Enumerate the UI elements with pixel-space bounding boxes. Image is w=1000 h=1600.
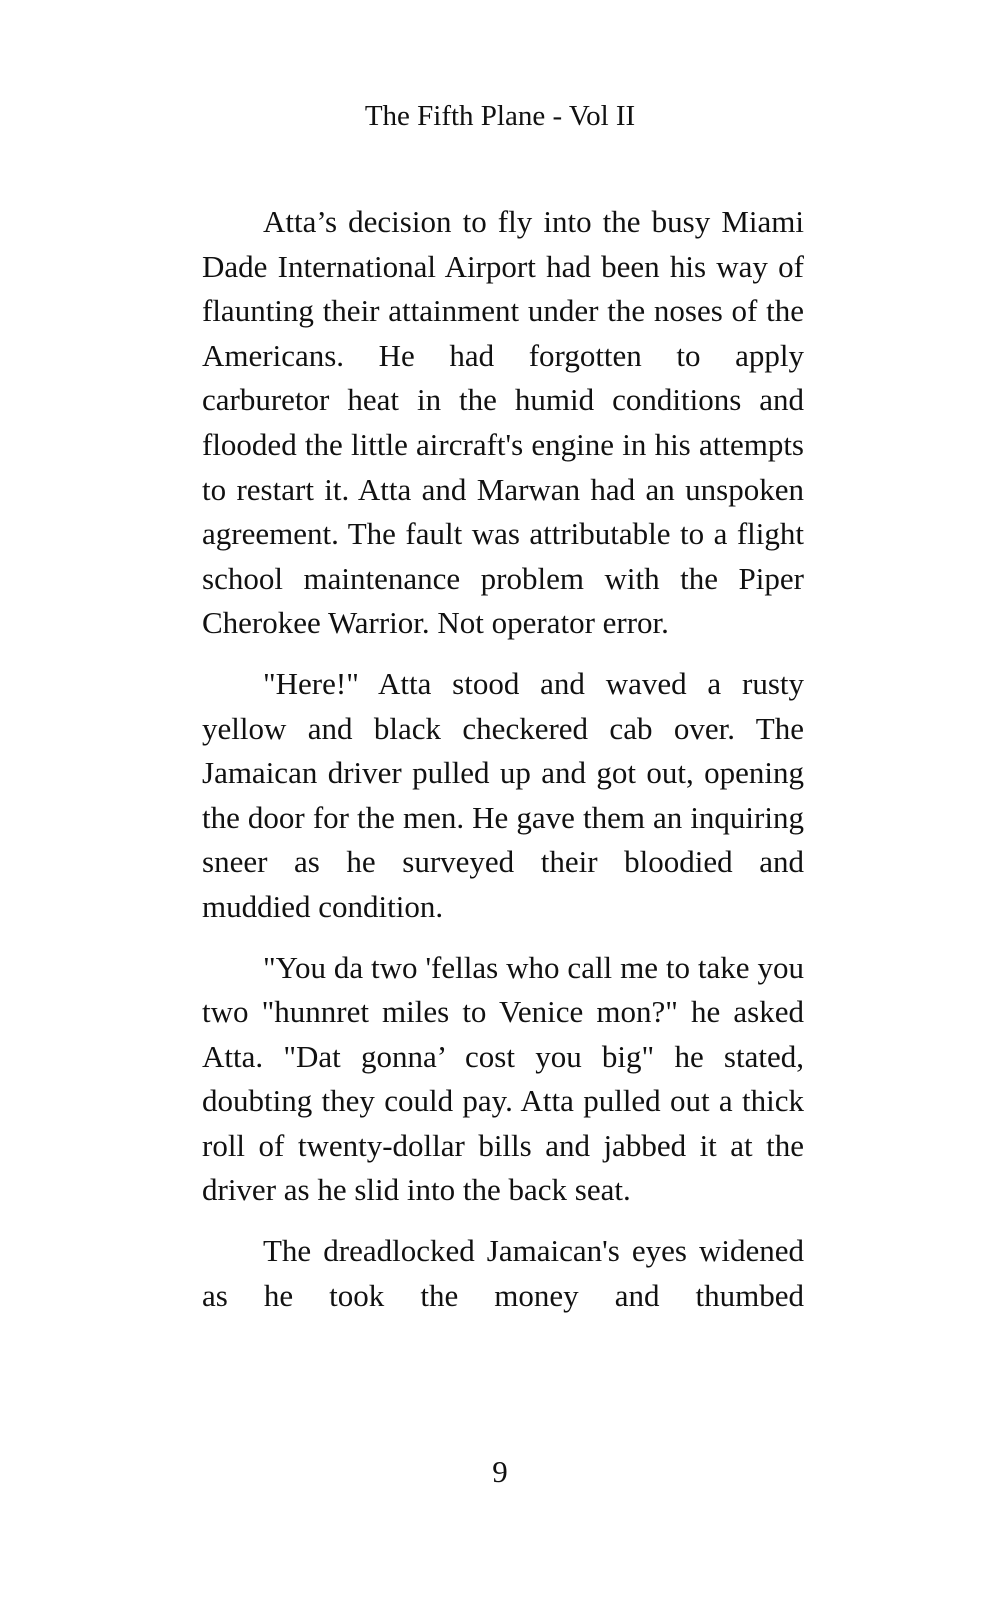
- paragraph: "You da two 'fellas who call me to take you two "hunnret miles to Venice mon?" he asked Atta. "Dat gonna’ cost you big" he stated, doubting they could pay. Atta pulled out a thick roll of twenty-dollar bills and jabbed it at the driver as he slid into the back seat.: [202, 949, 804, 1208]
- paragraph: The dreadlocked Jamaican's eyes widened as he took the money and thumbed: [202, 1233, 804, 1313]
- paragraph: "Here!" Atta stood and waved a rusty yellow and black checkered cab over. The Jamaican driver pulled up and got out, opening the door for the men. He gave them an inquiring sneer as he surveyed their bloodied and muddied condition.: [202, 665, 804, 924]
- running-header: The Fifth Plane - Vol II: [364, 100, 636, 132]
- paragraph: Atta’s decision to fly into the busy Miami Dade International Airport had been his way of flaunting their attainment under the noses of the Americans. He had forgotten to apply carburetor heat in the humid conditions and flooded the little aircraft's engine in his attempts to restart it. Atta and Marwan had an unspoken agreement. The fault was attributable to a flight school maintenance problem with the Piper Cherokee Warrior. Not operator error.: [202, 204, 804, 641]
- body-text: [202, 200, 804, 1334]
- page-number: 9: [492, 1454, 508, 1489]
